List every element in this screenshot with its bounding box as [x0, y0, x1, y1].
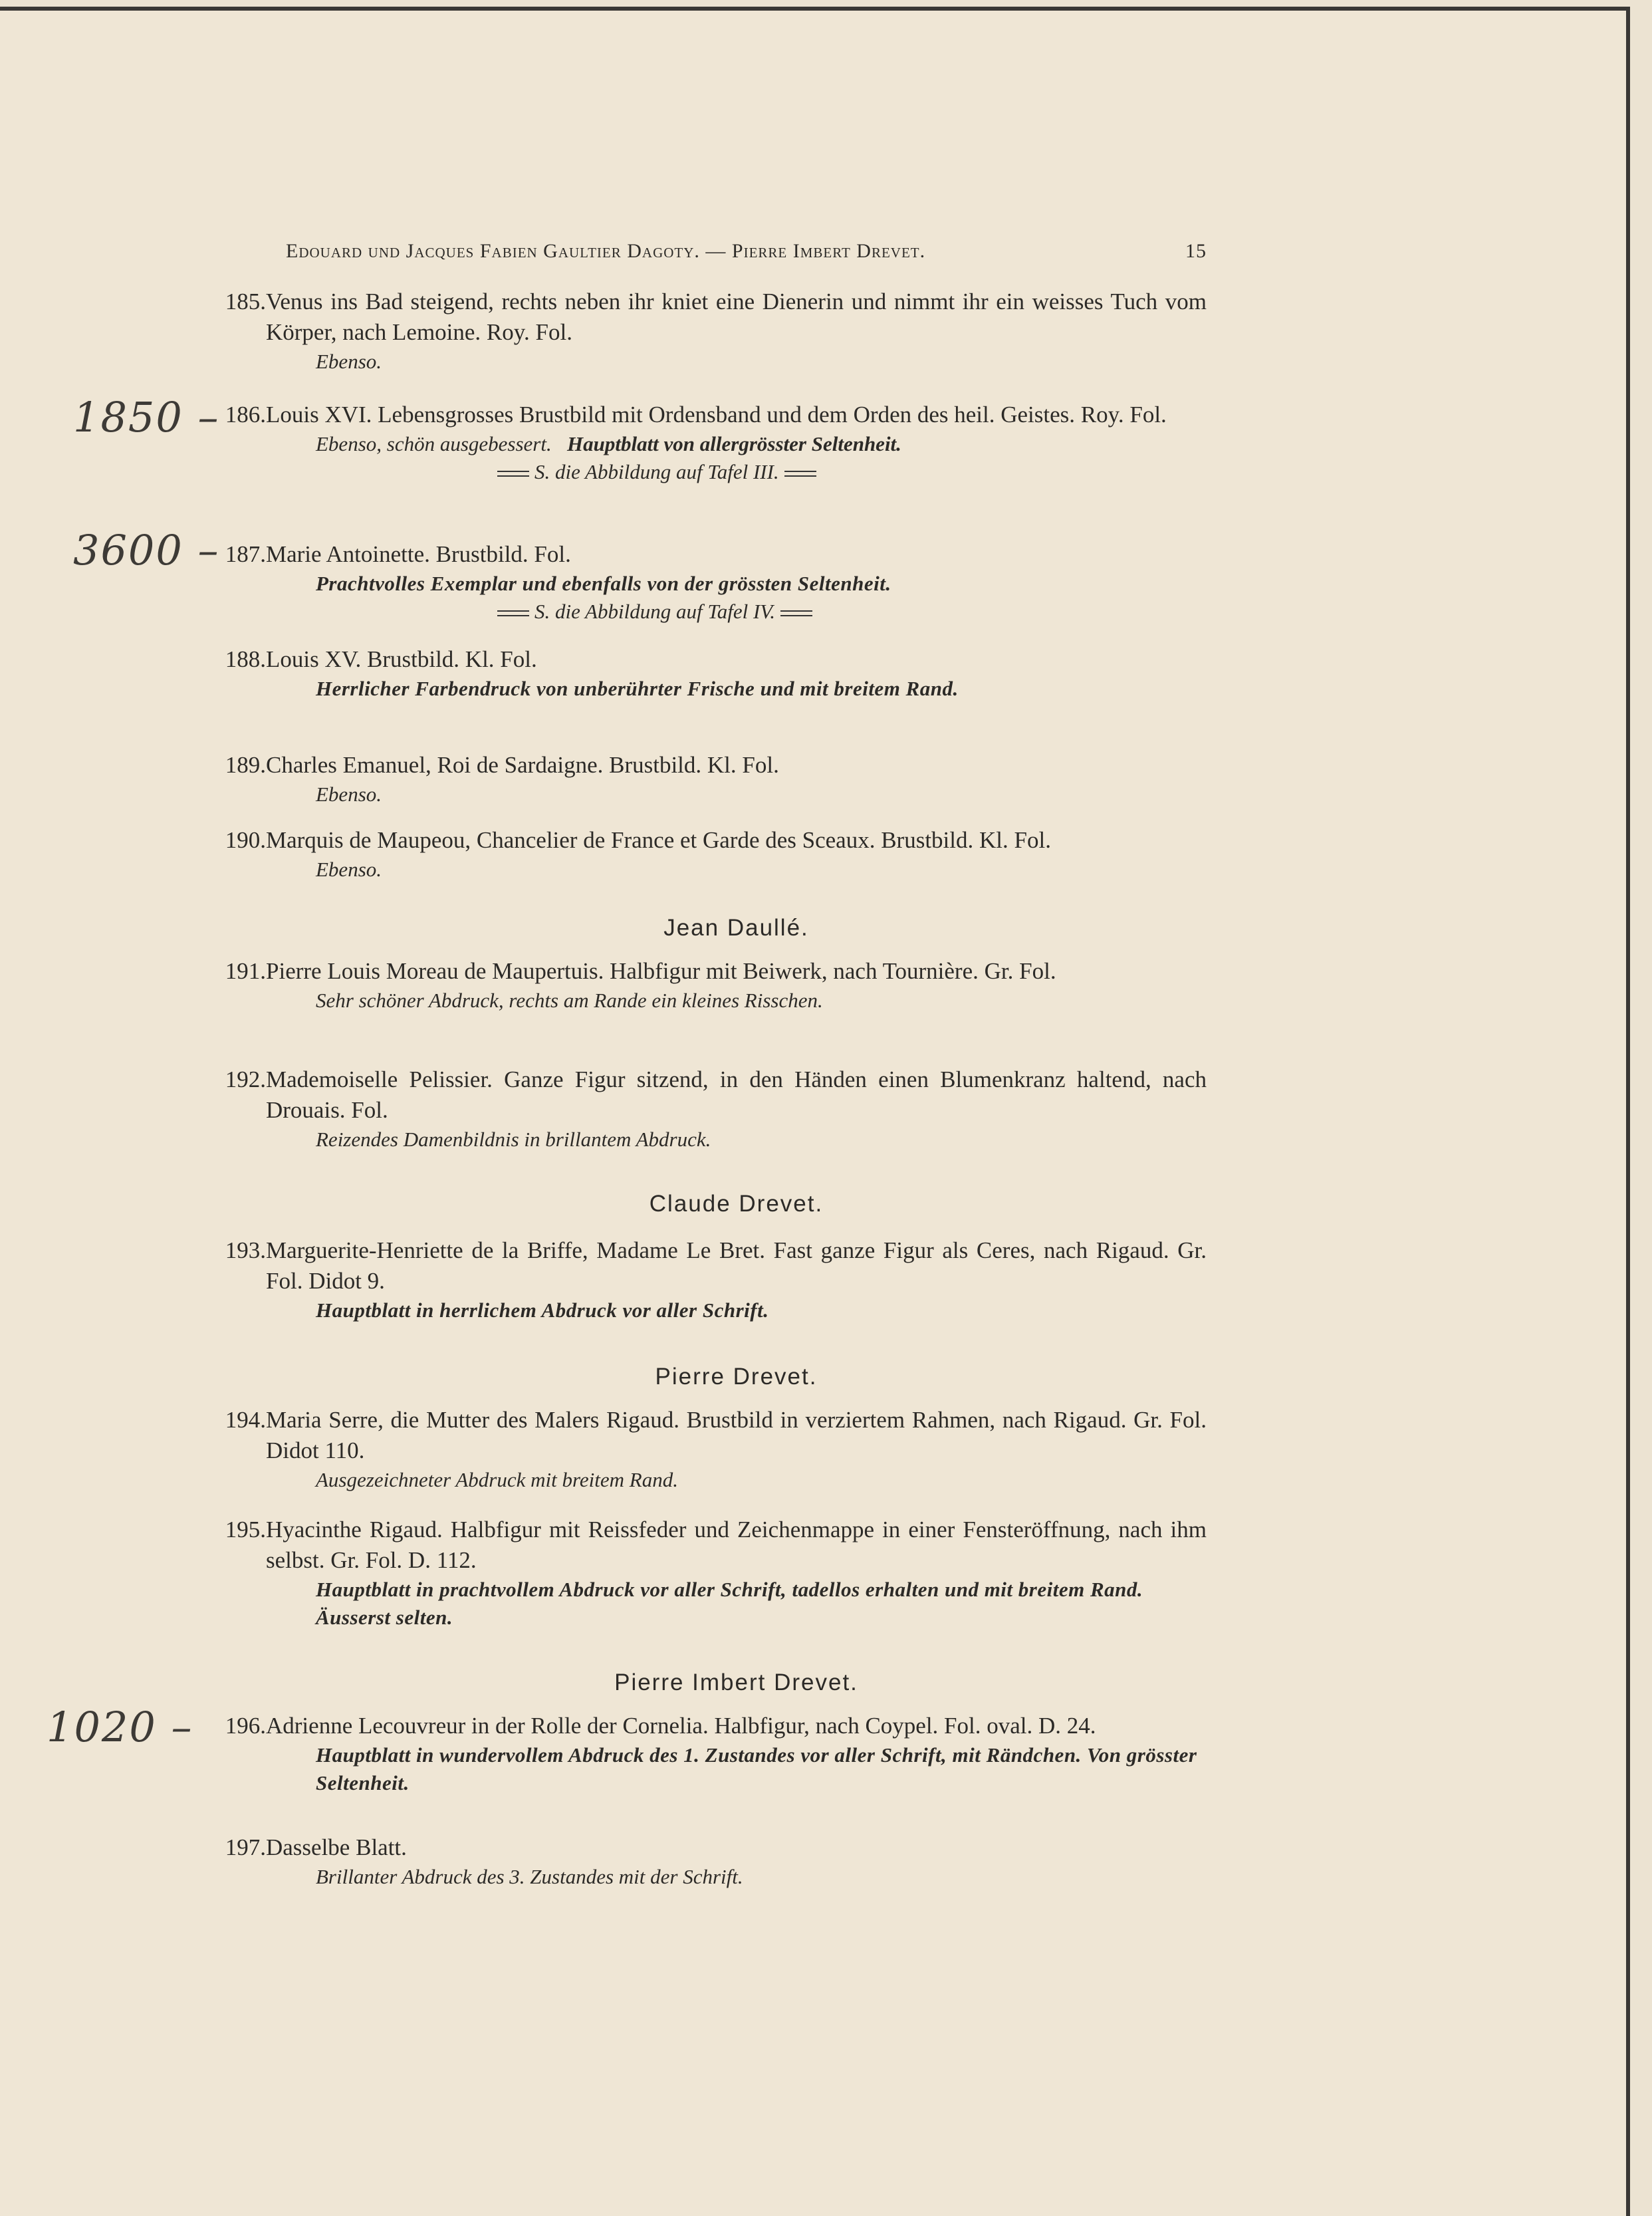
- section-heading-daulle: Jean Daullé.: [663, 915, 809, 941]
- entry-number: 195.: [225, 1517, 266, 1542]
- entry-196: [199, 1711, 1207, 1797]
- entry-193: [199, 1235, 1207, 1324]
- entry-note-remark: Ebenso, schön ausgebessert.: [316, 432, 552, 455]
- entry-186: [199, 400, 1207, 486]
- entry-text: Marie Antoinette. Brustbild. Fol.: [266, 541, 571, 567]
- entry-number: 192.: [225, 1066, 266, 1092]
- entry-note: [316, 430, 1207, 458]
- entry-text: Louis XV. Brustbild. Kl. Fol.: [266, 646, 537, 672]
- running-header: [286, 240, 1207, 263]
- entry-number: 185.: [225, 289, 266, 314]
- entry-194: [199, 1405, 1207, 1494]
- entry-note: Sehr schöner Abdruck, rechts am Rande ein kleines Risschen.: [316, 989, 823, 1012]
- rule: [497, 471, 529, 477]
- entry-192: [199, 1064, 1207, 1154]
- entry-188: [199, 644, 1207, 703]
- rule: [497, 610, 529, 616]
- handwritten-price-196: 1020 –: [47, 1703, 193, 1751]
- entry-number: 189.: [225, 752, 266, 778]
- entry-195: [199, 1515, 1207, 1632]
- entry-text: Marguerite-Henriette de la Briffe, Madame Le Bret. Fast ganze Figur als Ceres, nach Rigaud. Gr. Fol. Didot 9.: [266, 1237, 1207, 1294]
- entry-number: 196.: [225, 1713, 266, 1739]
- entry-note: Prachtvolles Exemplar und ebenfalls von der grössten Seltenheit.: [316, 572, 891, 595]
- entry-note: Ebenso.: [316, 350, 382, 373]
- entry-190: [199, 825, 1207, 884]
- rule: [780, 610, 812, 616]
- section-heading-pierre-imbert-drevet: Pierre Imbert Drevet.: [614, 1669, 858, 1695]
- catalog-page: [0, 7, 1630, 2216]
- entry-number: 188.: [225, 646, 266, 672]
- entry-number: 194.: [225, 1407, 266, 1433]
- entry-text: Adrienne Lecouvreur in der Rolle der Cornelia. Halbfigur, nach Coypel. Fol. oval. D. 24.: [266, 1713, 1096, 1739]
- entry-text: Dasselbe Blatt.: [266, 1834, 407, 1860]
- entry-note: Ausgezeichneter Abdruck mit breitem Rand.: [316, 1468, 678, 1491]
- entry-number: 197.: [225, 1834, 266, 1860]
- entry-text: Hyacinthe Rigaud. Halbfigur mit Reissfeder und Zeichenmappe in einer Fensteröffnung, nach ihm selbst. Gr. Fol. D. 112.: [266, 1517, 1207, 1573]
- entry-185: [199, 287, 1207, 376]
- entry-note: Reizendes Damenbildnis in brillantem Abdruck.: [316, 1128, 711, 1151]
- entry-number: 186.: [225, 402, 266, 428]
- plate-reference: [492, 458, 1207, 486]
- entry-text: Pierre Louis Moreau de Maupertuis. Halbfigur mit Beiwerk, nach Tournière. Gr. Fol.: [266, 958, 1056, 984]
- section-heading-pierre-drevet: Pierre Drevet.: [655, 1364, 818, 1390]
- entry-number: 191.: [225, 958, 266, 984]
- entry-text: Marquis de Maupeou, Chancelier de France et Garde des Sceaux. Brustbild. Kl. Fol.: [266, 827, 1051, 853]
- entry-text: Louis XVI. Lebensgrosses Brustbild mit Ordensband und dem Orden des heil. Geistes. Roy. Fol.: [266, 402, 1167, 428]
- entry-note: Herrlicher Farbendruck von unberührter Frische und mit breitem Rand.: [316, 677, 959, 700]
- entry-187: [199, 539, 1207, 626]
- entry-191: [199, 956, 1207, 1015]
- entry-text: Venus ins Bad steigend, rechts neben ihr kniet eine Dienerin und nimmt ihr ein weisses Tuch vom Körper, nach Lemoine. Roy. Fol.: [266, 289, 1207, 345]
- page-number: 15: [1185, 240, 1207, 262]
- entry-note: Brillanter Abdruck des 3. Zustandes mit der Schrift.: [316, 1865, 743, 1888]
- handwritten-price-186: 1850 –: [73, 393, 220, 441]
- entry-197: [199, 1832, 1207, 1891]
- entry-189: [199, 750, 1207, 808]
- entry-text: Maria Serre, die Mutter des Malers Rigaud. Brustbild in verziertem Rahmen, nach Rigaud. Gr. Fol. Didot 110.: [266, 1407, 1207, 1463]
- entry-number: 193.: [225, 1237, 266, 1263]
- handwritten-price-187: 3600 –: [73, 526, 220, 574]
- entry-note: Hauptblatt in herrlichem Abdruck vor aller Schrift.: [316, 1298, 769, 1322]
- entry-number: 187.: [225, 541, 266, 567]
- entry-note: Hauptblatt in prachtvollem Abdruck vor aller Schrift, tadellos erhalten und mit breitem Rand. Äusserst selten.: [316, 1578, 1143, 1629]
- entry-note-highlight: Hauptblatt von allergrösster Seltenheit.: [566, 432, 901, 455]
- entry-text: Mademoiselle Pelissier. Ganze Figur sitzend, in den Händen einen Blumenkranz haltend, nach Drouais. Fol.: [266, 1066, 1207, 1123]
- entry-number: 190.: [225, 827, 266, 853]
- entry-note: Hauptblatt in wundervollem Abdruck des 1. Zustandes vor aller Schrift, mit Rändchen. Von grösster Seltenheit.: [316, 1743, 1197, 1794]
- entry-note: Ebenso.: [316, 858, 382, 881]
- header-title: Edouard und Jacques Fabien Gaultier Dagoty. — Pierre Imbert Drevet.: [286, 240, 926, 262]
- section-heading-claude-drevet: Claude Drevet.: [649, 1191, 824, 1217]
- entry-note: Ebenso.: [316, 783, 382, 806]
- plate-reference-text: S. die Abbildung auf Tafel III.: [534, 460, 779, 483]
- rule: [784, 471, 816, 477]
- entry-text: Charles Emanuel, Roi de Sardaigne. Brustbild. Kl. Fol.: [266, 752, 779, 778]
- plate-reference: [492, 598, 1207, 626]
- plate-reference-text: S. die Abbildung auf Tafel IV.: [534, 600, 775, 623]
